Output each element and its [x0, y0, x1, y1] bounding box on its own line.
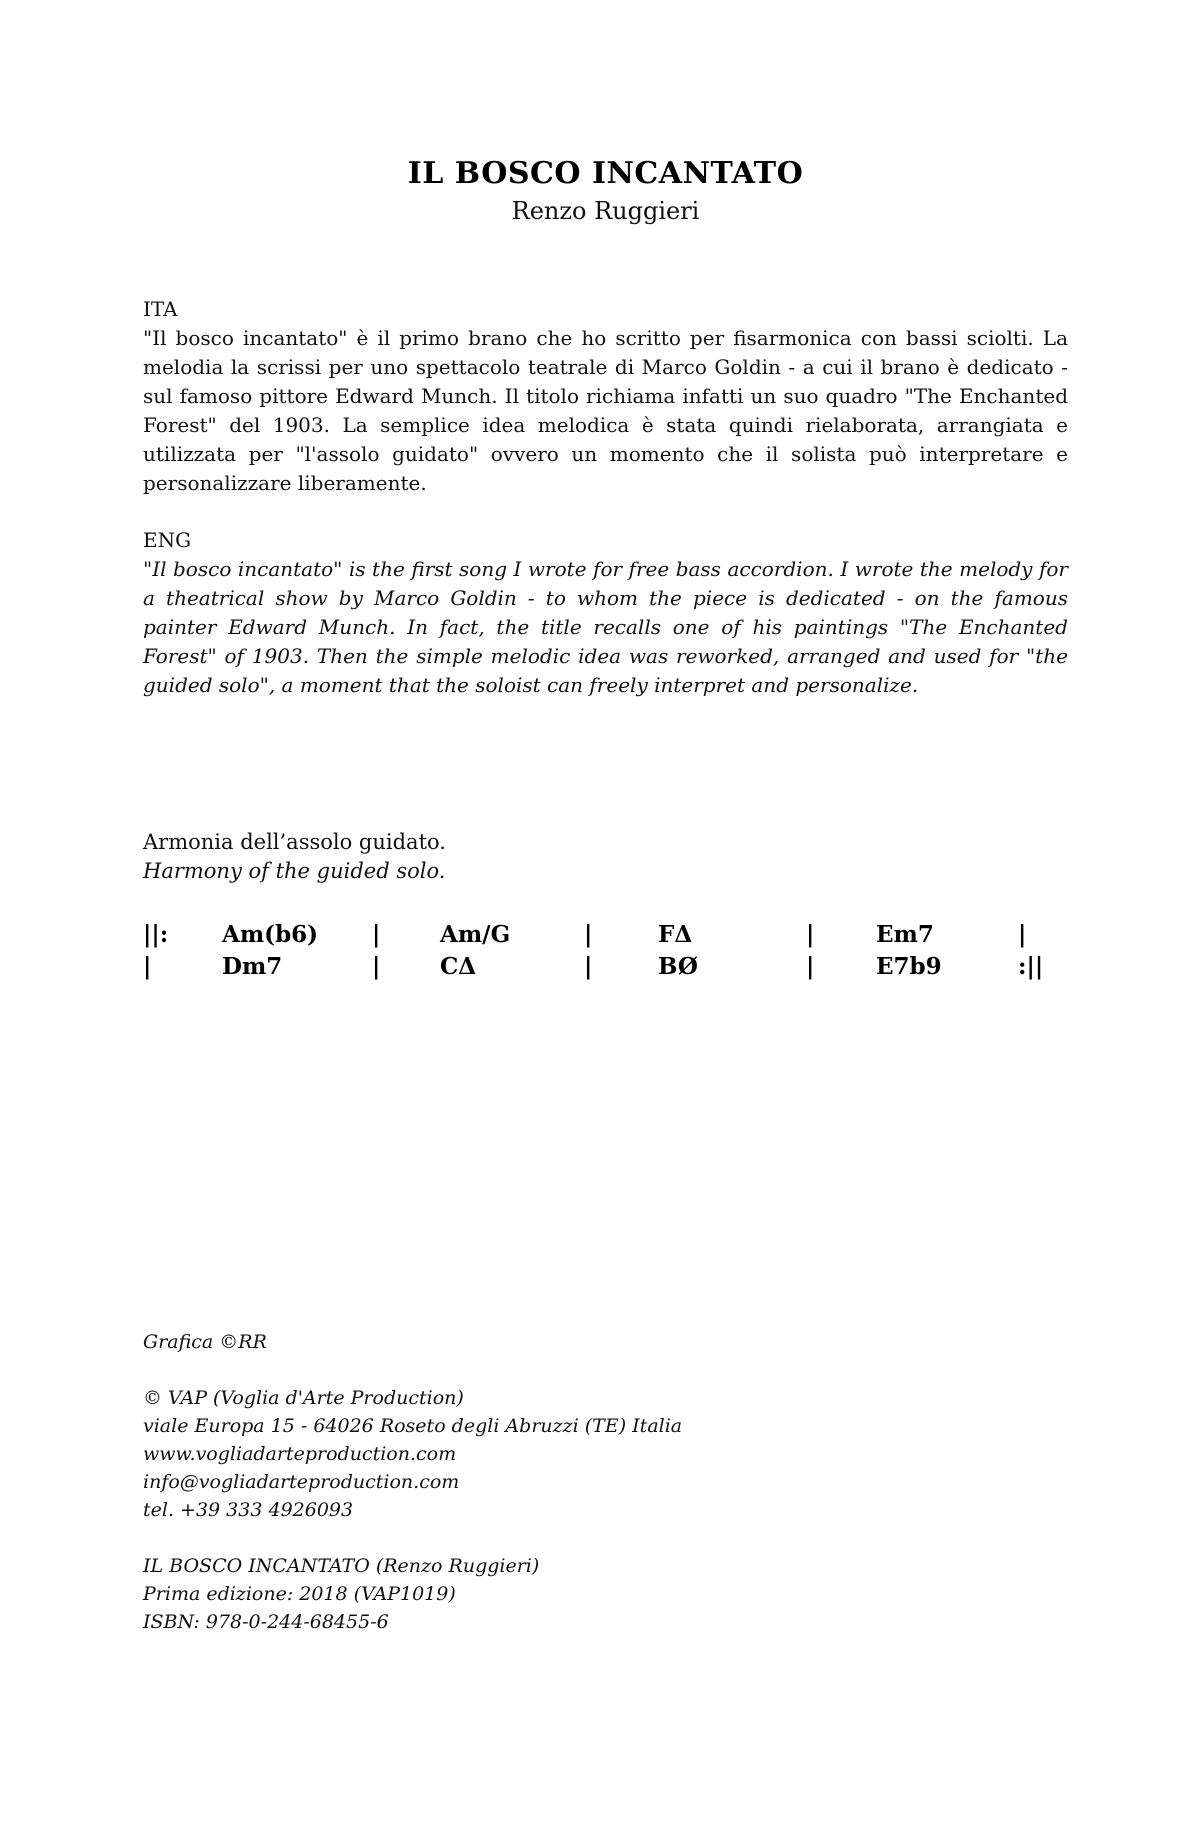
harmony-caption-eng: Harmony of the guided solo. — [143, 859, 446, 883]
barline: | — [1018, 921, 1027, 948]
chord-chart — [143, 919, 1068, 983]
publisher-block — [143, 1384, 1068, 1524]
barline: | — [806, 953, 815, 980]
page-title: IL BOSCO INCANTATO — [407, 156, 804, 191]
chord-cell: CΔ — [440, 953, 477, 980]
chord-cell: Am/G — [440, 921, 511, 948]
section-ita — [143, 295, 1068, 498]
repeat-end-barline: :|| — [1018, 953, 1044, 980]
edition-title: IL BOSCO INCANTATO (Renzo Ruggieri) — [143, 1555, 540, 1577]
footer — [143, 1328, 1068, 1636]
repeat-start-barline: ||: — [143, 921, 169, 948]
barline: | — [806, 921, 815, 948]
barline: | — [372, 921, 381, 948]
ita-label: ITA — [143, 297, 178, 321]
credit-grafica: Grafica ©RR — [143, 1331, 267, 1353]
chord-cell: Dm7 — [222, 953, 283, 980]
chord-cell: Em7 — [876, 921, 934, 948]
edition-info: Prima edizione: 2018 (VAP1019) — [143, 1583, 456, 1605]
document-page — [0, 156, 1190, 1839]
harmony-caption-ita: Armonia dell’assolo guidato. — [143, 830, 446, 854]
edition-isbn: ISBN: 978-0-244-68455-6 — [143, 1611, 389, 1633]
barline: | — [584, 921, 593, 948]
section-eng — [143, 526, 1068, 700]
barline: | — [584, 953, 593, 980]
chord-cell: E7b9 — [876, 953, 942, 980]
eng-paragraph: "Il bosco incantato" is the first song I wrote for free bass accordion. I wrote the melody for a theatrical show by Marco Goldin - to whom the piece is dedicated - on the famous painter Edward Munch. In fact, the title recalls one of his paintings "The Enchanted Forest" of 1903. Then the simple melodic idea was reworked, arranged and used for "the guided solo", a moment that the soloist can freely interpret and personalize. — [143, 557, 1068, 697]
edition-block — [143, 1552, 1068, 1636]
eng-label: ENG — [143, 528, 192, 552]
ita-paragraph: "Il bosco incantato" è il primo brano che ho scritto per fisarmonica con bassi sciolti. La melodia la scrissi per uno spettacolo teatrale di Marco Goldin - a cui il brano è dedicato - sul famoso pittore Edward Munch. Il titolo richiama infatti un suo quadro "The Enchanted Forest" del 1903. La semplice idea melodica è stata quindi rielaborata, arrangiata e utilizzata per "l'assolo guidato" ovvero un momento che il solista può interpretare e personalizzare liberamente. — [143, 326, 1068, 495]
publisher-email: info@vogliadarteproduction.com — [143, 1471, 460, 1493]
chord-cell: FΔ — [658, 921, 693, 948]
publisher-name: © VAP (Voglia d'Arte Production) — [143, 1387, 464, 1409]
barline: | — [372, 953, 381, 980]
chord-cell: Am(b6) — [222, 921, 319, 948]
barline: | — [143, 953, 152, 980]
author-name: Renzo Ruggieri — [511, 197, 700, 225]
publisher-phone: tel. +39 333 4926093 — [143, 1499, 354, 1521]
harmony-captions — [143, 828, 1068, 886]
publisher-address: viale Europa 15 - 64026 Roseto degli Abruzzi (TE) Italia — [143, 1415, 683, 1437]
publisher-website: www.vogliadarteproduction.com — [143, 1443, 457, 1465]
chord-cell: BØ — [658, 953, 698, 980]
